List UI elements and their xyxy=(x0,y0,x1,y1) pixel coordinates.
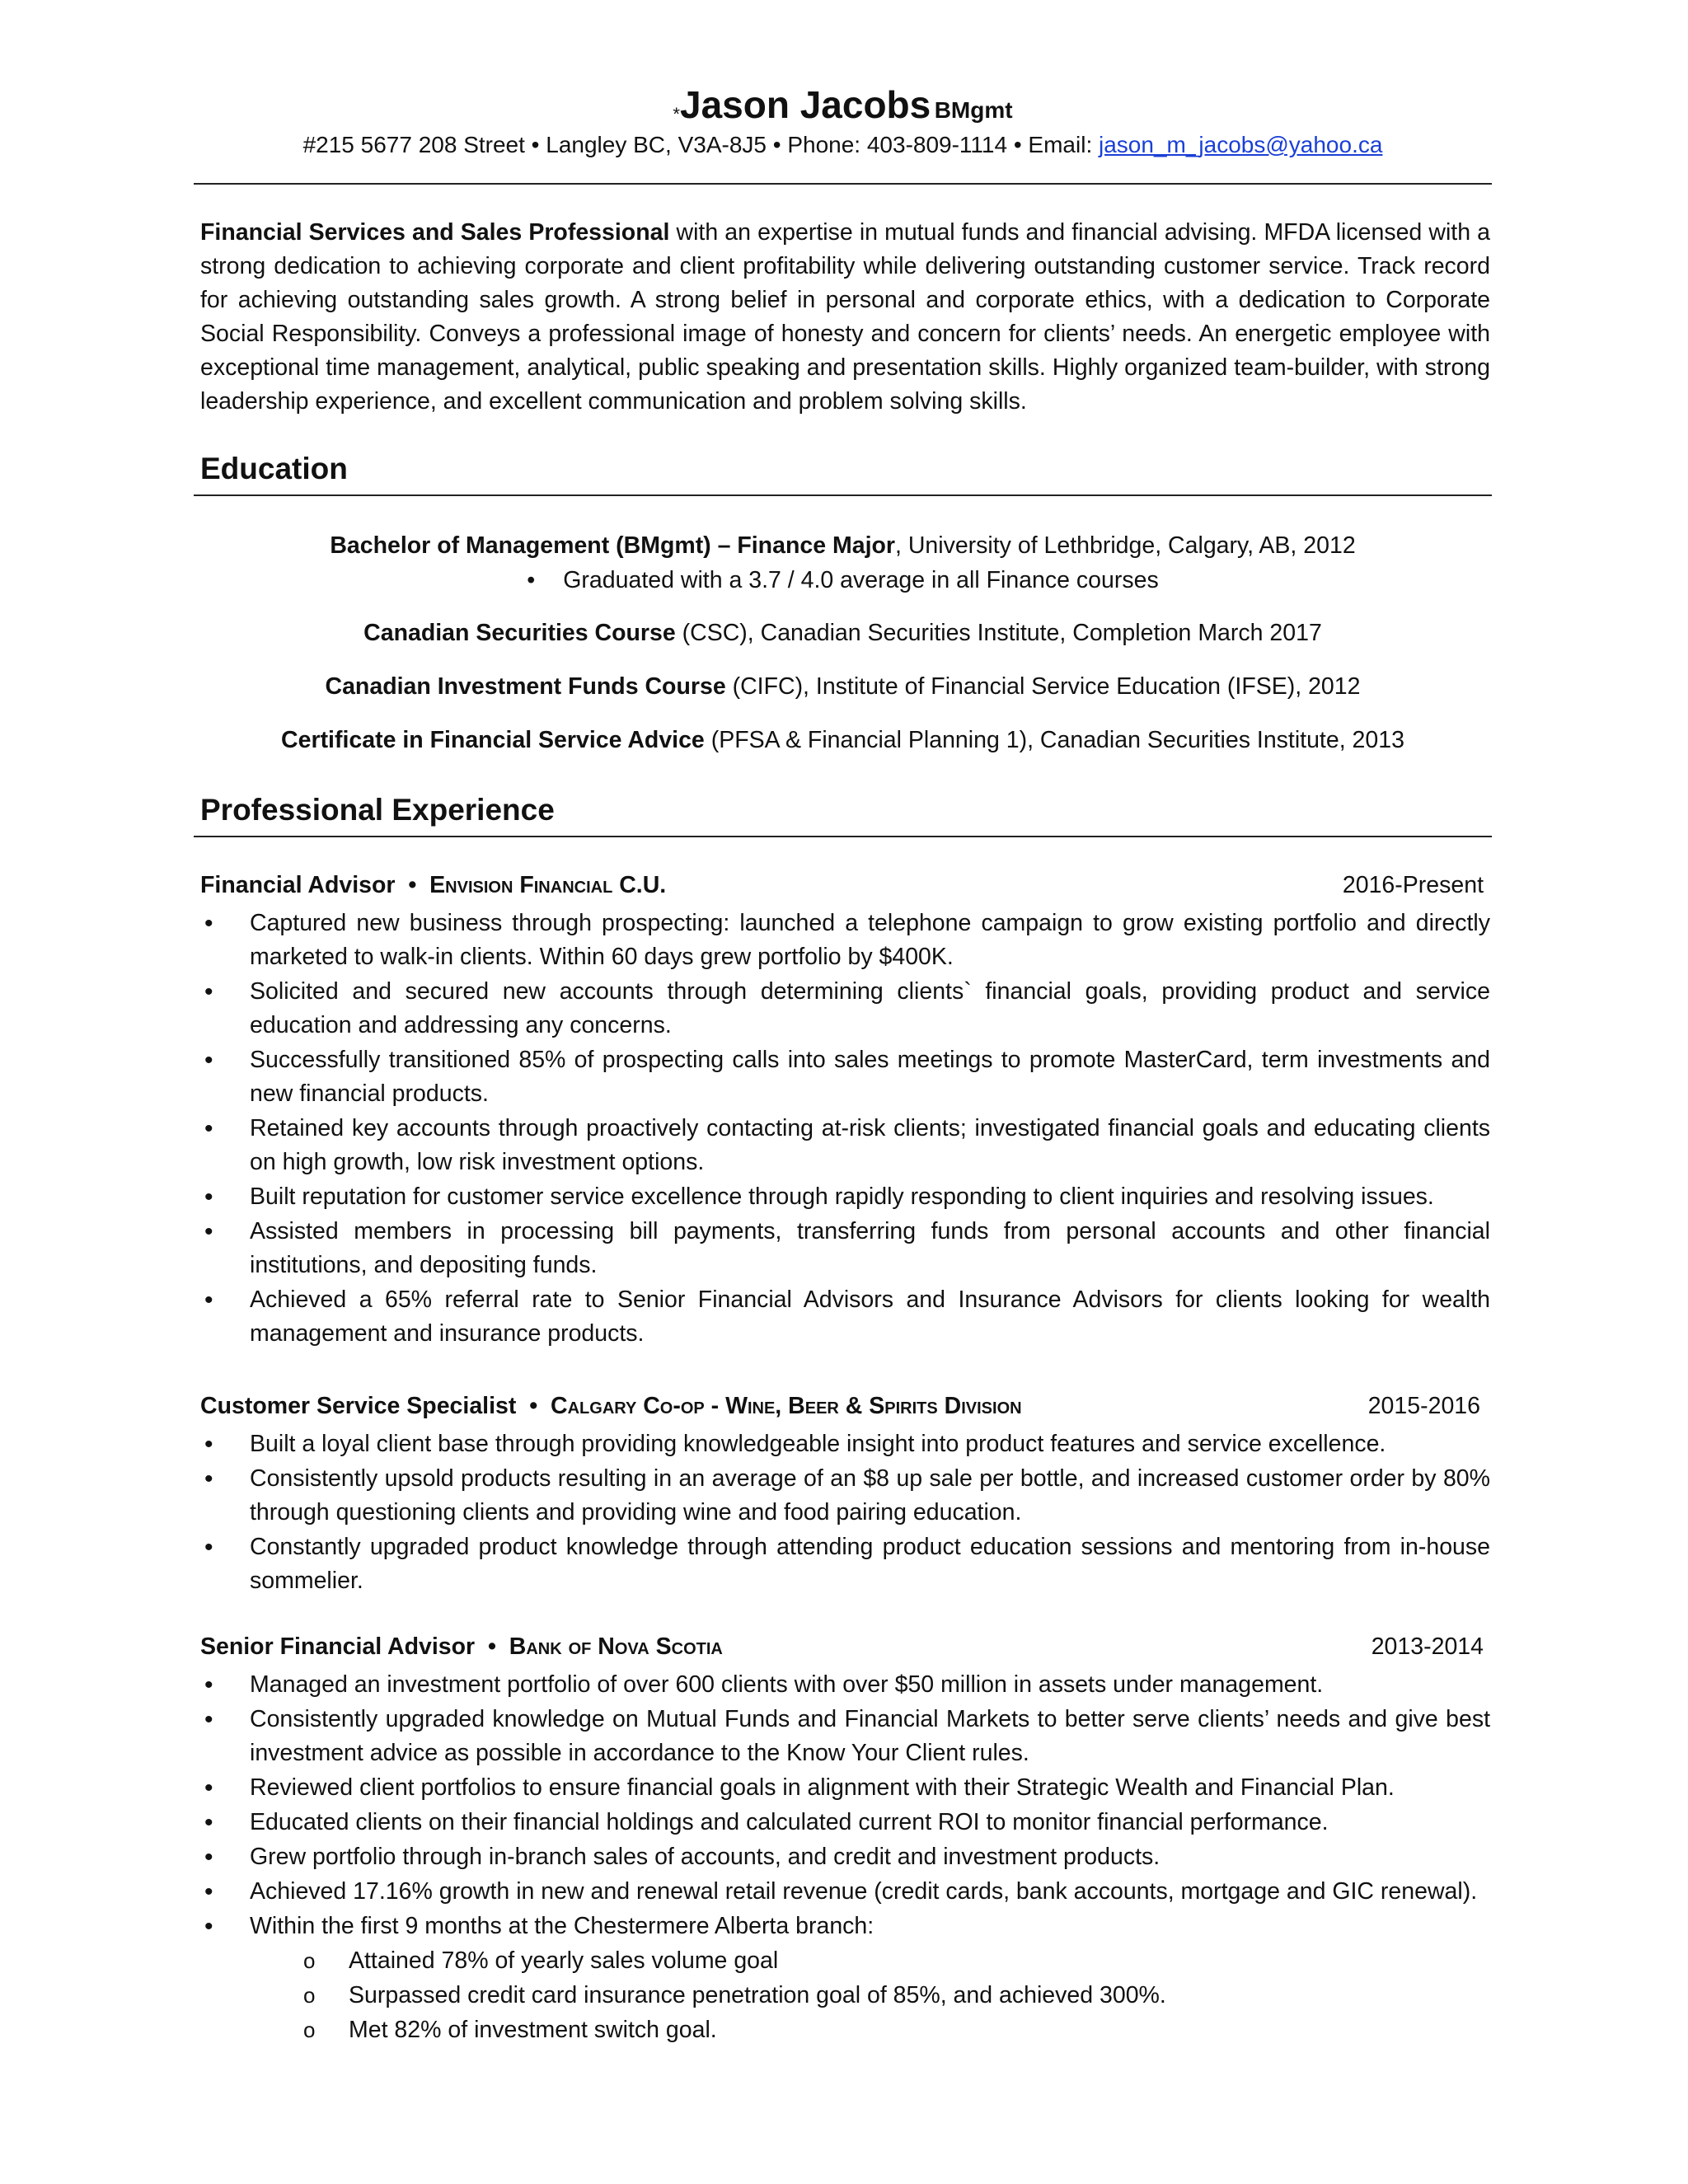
summary-text: with an expertise in mutual funds and financial advising. MFDA licensed with a strong dedication to achieving corporate and client profitability while delivering outstanding customer service. Track record for achieving outstanding sales growth. A strong belief in personal and corporate ethics, with a dedication to Corporate Social Responsibility. Conveys a professional image of honesty and concern for clients’ needs. An energetic employee with exceptional time management, analytical, public speaking and presentation skills. Highly organized team-builder, with strong leadership experience, and excellent communication and problem solving skills. xyxy=(200,219,1490,415)
job-separator: • xyxy=(395,872,430,898)
email-link[interactable]: jason_m_jacobs@yahoo.ca xyxy=(1099,132,1383,157)
list-item: • Successfully transitioned 85% of prospecting calls into sales meetings to promote MasterCard, term investments and new financial products. xyxy=(200,1043,1490,1111)
job-separator: • xyxy=(516,1393,551,1419)
header-divider xyxy=(194,183,1492,185)
list-item: • Managed an investment portfolio of over 600 clients with over $50 million in assets under management. xyxy=(200,1668,1490,1702)
candidate-credential: BMgmt xyxy=(934,97,1013,123)
education-degree: Canadian Securities Course xyxy=(363,620,676,646)
experience-heading: Professional Experience xyxy=(200,793,555,827)
sub-list-item: o Attained 78% of yearly sales volume goal xyxy=(200,1944,1490,1978)
list-item: • Achieved a 65% referral rate to Senior Financial Advisors and Insurance Advisors for clients looking for wealth management and insurance products. xyxy=(200,1283,1490,1351)
job-title: Customer Service Specialist xyxy=(200,1393,517,1419)
candidate-name: Jason Jacobs xyxy=(679,83,931,126)
job-header xyxy=(200,872,1490,899)
job-bullets xyxy=(200,907,1490,1352)
education-heading: Education xyxy=(200,452,348,485)
list-item: • Assisted members in processing bill payments, transferring funds from personal accounts and other financial institutions, and depositing funds. xyxy=(200,1215,1490,1282)
job-header xyxy=(200,1393,1490,1420)
list-item: • Captured new business through prospecting: launched a telephone campaign to grow existing portfolio and directly marketed to walk-in clients. Within 60 days grew portfolio by $400K. xyxy=(200,907,1490,974)
list-item: • Retained key accounts through proactively contacting at-risk clients; investigated financial goals and educating clients on high growth, low risk investment options. xyxy=(200,1112,1490,1179)
list-item: • Solicited and secured new accounts through determining clients` financial goals, providing product and service education and addressing any concerns. xyxy=(200,975,1490,1043)
education-detail: , University of Lethbridge, Calgary, AB, 2012 xyxy=(894,532,1356,559)
job-employer: Bank of Nova Scotia xyxy=(509,1633,723,1660)
job-header xyxy=(200,1633,1490,1661)
education-divider xyxy=(194,494,1492,496)
education-degree: Canadian Investment Funds Course xyxy=(325,673,726,700)
job-title: Financial Advisor xyxy=(200,872,396,898)
education-degree: Bachelor of Management (BMgmt) – Finance Major xyxy=(330,532,895,559)
experience-divider xyxy=(194,836,1492,837)
professional-summary xyxy=(200,216,1490,419)
contact-line xyxy=(194,132,1492,158)
summary-lead: Financial Services and Sales Professional xyxy=(200,219,670,246)
sub-list-item: o Met 82% of investment switch goal. xyxy=(200,2013,1490,2047)
job-separator: • xyxy=(475,1633,509,1660)
sub-list-item: o Surpassed credit card insurance penetration goal of 85%, and achieved 300%. xyxy=(200,1979,1490,2013)
education-item xyxy=(194,532,1492,560)
name-line xyxy=(194,82,1492,127)
job-employer: Calgary Co-op - Wine, Beer & Spirits Division xyxy=(551,1393,1022,1419)
job-dates: 2015-2016 xyxy=(1367,1393,1480,1419)
education-sub-text: Graduated with a 3.7 / 4.0 average in all Finance courses xyxy=(563,567,1159,593)
education-sub-bullet: • Graduated with a 3.7 / 4.0 average in all Finance courses xyxy=(527,567,1159,593)
education-item xyxy=(194,673,1492,701)
education-detail: (PFSA & Financial Planning 1), Canadian Securities Institute, 2013 xyxy=(704,727,1404,753)
list-item: • Within the first 9 months at the Chestermere Alberta branch: xyxy=(200,1910,1490,1943)
education-item xyxy=(194,727,1492,754)
name-star-mark: * xyxy=(673,103,680,124)
job-employer: Envision Financial C.U. xyxy=(429,872,667,898)
education-item xyxy=(194,620,1492,647)
list-item: • Consistently upsold products resulting in an average of an $8 up sale per bottle, and increased customer order by 80% through questioning clients and providing wine and food pairing education. xyxy=(200,1462,1490,1530)
list-item: • Built reputation for customer service excellence through rapidly responding to client inquiries and resolving issues. xyxy=(200,1180,1490,1214)
education-detail: (CSC), Canadian Securities Institute, Completion March 2017 xyxy=(675,620,1322,646)
education-degree: Certificate in Financial Service Advice xyxy=(281,727,705,753)
list-item: • Built a loyal client base through providing knowledgeable insight into product features and service excellence. xyxy=(200,1427,1490,1461)
job-dates: 2016-Present xyxy=(1342,872,1484,898)
list-item: • Consistently upgraded knowledge on Mutual Funds and Financial Markets to better serve clients’ needs and give best investment advice as possible in accordance to the Know Your Client rules. xyxy=(200,1703,1490,1770)
education-detail: (CIFC), Institute of Financial Service Education (IFSE), 2012 xyxy=(725,673,1361,700)
job-title: Senior Financial Advisor xyxy=(200,1633,476,1660)
job-bullets xyxy=(200,1427,1490,1599)
list-item: • Educated clients on their financial holdings and calculated current ROI to monitor financial performance. xyxy=(200,1806,1490,1840)
job-dates: 2013-2014 xyxy=(1371,1633,1484,1660)
list-item: • Achieved 17.16% growth in new and renewal retail revenue (credit cards, bank accounts, mortgage and GIC renewal). xyxy=(200,1875,1490,1909)
list-item: • Grew portfolio through in-branch sales of accounts, and credit and investment products. xyxy=(200,1840,1490,1874)
list-item: • Reviewed client portfolios to ensure financial goals in alignment with their Strategic Wealth and Financial Plan. xyxy=(200,1771,1490,1805)
job-bullets xyxy=(200,1668,1490,2048)
contact-address-phone: #215 5677 208 Street • Langley BC, V3A-8J5 • Phone: 403-809-1114 • Email: xyxy=(302,132,1100,157)
list-item: • Constantly upgraded product knowledge through attending product education sessions and mentoring from in-house sommelier. xyxy=(200,1530,1490,1598)
